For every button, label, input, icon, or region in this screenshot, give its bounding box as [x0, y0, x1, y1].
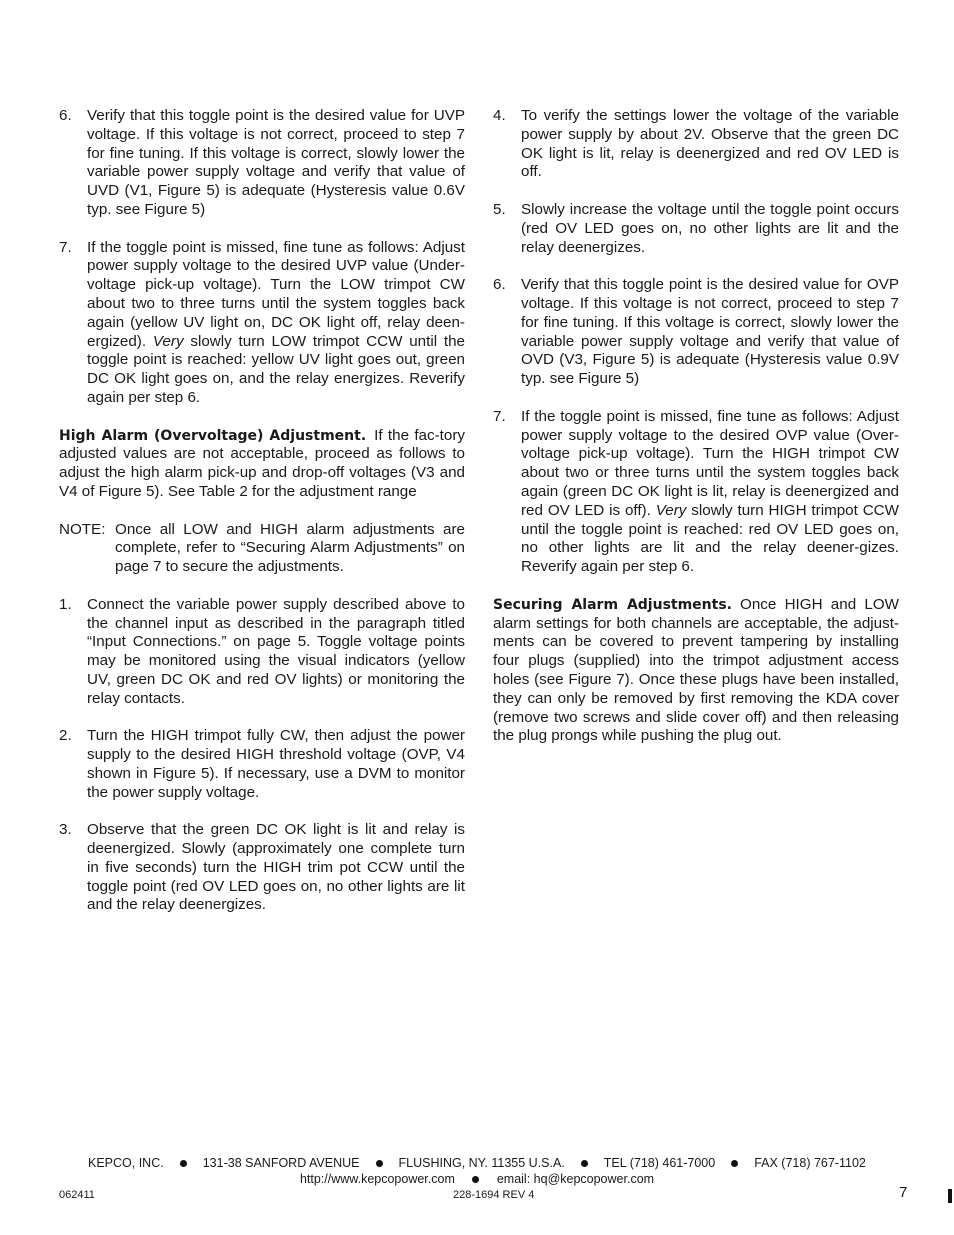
left-column	[59, 107, 465, 934]
step-text: Connect the variable power supply described above to the channel input as described in the paragraph titled “Input Connections.” on page 5. Toggle voltage points may be monitored using the visual indicators (yellow UV, green DC OK and red OV lights) or monitoring the relay contacts.	[87, 595, 465, 707]
step-number: 2.	[59, 727, 72, 745]
section-heading: High Alarm (Overvoltage) Adjustment.	[59, 427, 367, 444]
step-text: Verify that this toggle point is the desired value for UVP voltage. If this voltage is not correct, proceed to step 7 for fine tuning. If this voltage is correct, slowly lower the variable power supply voltage and verify that value of UVD (V1, Figure 5) is adequate (Hysteresis value 0.6V typ. see Figure 5)	[87, 107, 465, 218]
step-text: Verify that this toggle point is the desired value for OVP voltage. If this voltage is not correct, proceed to step 7 for fine tuning. If this voltage is correct, slowly lower the variable power supply voltage and verify that value of OVD (V3, Figure 5) is adequate (Hysteresis value 0.9V typ. see Figure 5)	[521, 276, 899, 388]
step-number: 7.	[59, 238, 72, 256]
footer-tel: TEL (718) 461-7000	[603, 1156, 716, 1170]
footer-address	[88, 1156, 888, 1170]
step-6-ovp	[493, 276, 899, 389]
footer-contact	[0, 1172, 954, 1186]
step-text: Turn the HIGH trimpot fully CW, then adjust the power supply to the desired HIGH threshold voltage (OVP, V4 shown in Figure 5). If necessary, use a DVM to monitor the power supply voltage.	[87, 727, 465, 801]
step-number: 1.	[59, 595, 72, 613]
footer-street: 131-38 SANFORD AVENUE	[202, 1156, 360, 1170]
footer-url[interactable]: http://www.kepcopower.com	[299, 1172, 455, 1186]
step-text: Slowly increase the voltage until the toggle point occurs (red OV LED goes on, no other lights are lit and the relay deenergizes.	[521, 200, 899, 256]
bullet-icon	[731, 1160, 738, 1167]
footer-email[interactable]: email: hq@kepcopower.com	[496, 1172, 655, 1186]
doc-revision: 228-1694 REV 4	[453, 1189, 535, 1201]
step-4	[493, 107, 899, 182]
step-2	[59, 727, 465, 802]
edge-mark	[948, 1189, 952, 1203]
step-text: Observe that the green DC OK light is lit and relay is deenergized. Slowly (approximately one complete turn in five seconds) turn the HIGH trim pot CCW until the toggle point (red OV LED goes on, no other lights are lit and the relay deenergizes.	[87, 821, 465, 914]
date-code: 062411	[59, 1189, 95, 1201]
bullet-icon	[581, 1160, 588, 1167]
step-number: 5.	[493, 200, 506, 218]
step-text: If the toggle point is missed, fine tune as follows: Adjust power supply voltage to the desired OVP value (Over-voltage pick-up voltage). Turn the HIGH trimpot CW about two or three turns until the system toggles back again (green DC OK light is lit, relay is deenergized and red OV LED is off). Very slowly turn HIGH trimpot CCW until the toggle point is reached: red OV LED goes on, no other lights are lit and the relay deener-gizes. Reverify again per step 6.	[521, 407, 899, 576]
step-text: To verify the settings lower the voltage of the variable power supply by about 2V. Observe that the green DC OK light is lit, relay is deenergized and red OV LED is off.	[521, 107, 899, 181]
section-heading: Securing Alarm Adjustments.	[493, 596, 732, 613]
step-6-uvp	[59, 107, 465, 220]
bullet-icon	[376, 1160, 383, 1167]
bullet-icon	[472, 1176, 479, 1183]
footer-city: FLUSHING, NY. 11355 U.S.A.	[398, 1156, 565, 1170]
high-alarm-paragraph: High Alarm (Overvoltage) Adjustment. If the fac-tory adjusted values are not acceptable, proceed as follows to adjust the high alarm pick-up and drop-off voltages (V3 and V4 of Figure 5). See Table 2 for the adjustment range	[59, 426, 465, 500]
note-block	[59, 521, 465, 577]
step-3	[59, 821, 465, 915]
step-number: 6.	[493, 276, 506, 294]
right-column	[493, 107, 899, 765]
step-text: If the toggle point is missed, fine tune as follows: Adjust power supply voltage to the desired UVP value (Under-voltage pick-up voltage). Turn the LOW trimpot CW about two to three turns until the system toggles back again (yellow UV light on, DC OK light off, relay deen-ergized). Very slowly turn LOW trimpot CCW until the toggle point is reached: yellow UV light goes out, green DC OK light goes on, and the relay energizes. Reverify again per step 6.	[87, 238, 466, 406]
step-7-ovp	[493, 408, 899, 577]
step-5	[493, 201, 899, 257]
footer-company: KEPCO, INC.	[88, 1156, 164, 1170]
securing-paragraph: Securing Alarm Adjustments. Once HIGH and LOW alarm settings for both channels are acceptable, the adjust-ments can be covered to prevent tampering by installing four plugs (supplied) into the trimpot adjustment access holes (see Figure 7). Once these plugs have been installed, they can only be removed by first removing the KDA cover (remove two screws and slide cover off) and then releasing the plug prongs while pushing the plug out.	[493, 595, 899, 745]
step-number: 4.	[493, 107, 506, 124]
step-1	[59, 596, 465, 709]
step-7-uvp	[59, 239, 465, 408]
footer-fax: FAX (718) 767-1102	[754, 1156, 866, 1170]
note-text: Once all LOW and HIGH alarm adjustments are complete, refer to “Securing Alarm Adjustments” on page 7 to secure the adjustments.	[115, 520, 465, 576]
step-number: 3.	[59, 821, 72, 839]
page-number: 7	[899, 1184, 908, 1201]
step-number: 7.	[493, 407, 506, 425]
bullet-icon	[180, 1160, 187, 1167]
note-label: NOTE:	[59, 520, 106, 538]
step-number: 6.	[59, 107, 72, 124]
